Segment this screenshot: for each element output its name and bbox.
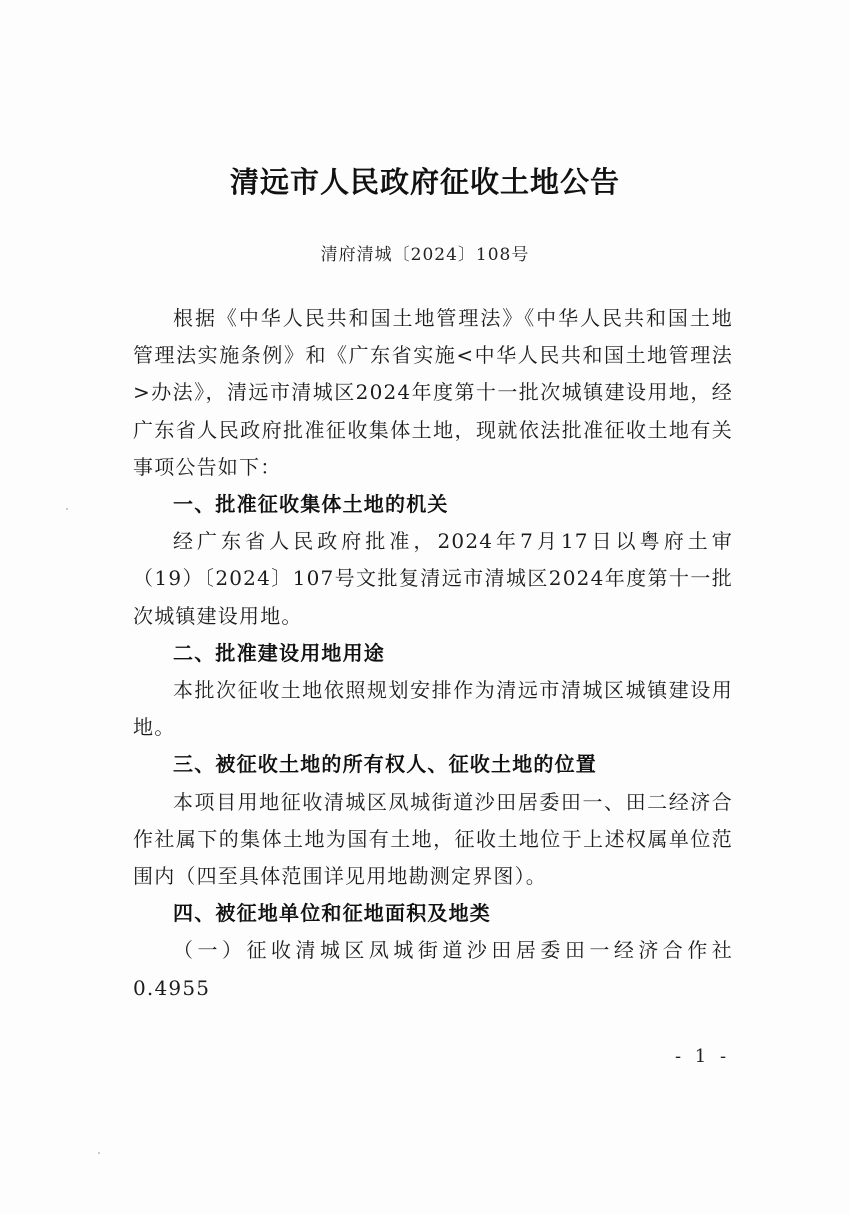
section-heading-3: 三、被征收土地的所有权人、征收土地的位置 <box>173 752 597 777</box>
section-text-3: 本项目用地征收清城区凤城街道沙田居委田一、田二经济合作社属下的集体土地为国有土地，征收土地位于上述权属单位范围内（四至具体范围详见用地勘测定界图）。 <box>133 789 733 889</box>
section-text-2: 本批次征收土地依照规划安排作为清远市清城区城镇建设用地。 <box>133 678 733 740</box>
page-number: - 1 - <box>675 1046 731 1067</box>
document-title: 清远市人民政府征收土地公告 <box>229 165 620 199</box>
section-text-1: 经广东省人民政府批准，2024年7月17日以粤府土审（19）〔2024〕107号文批复清远市清城区2024年度第十一批次城镇建设用地。 <box>133 529 733 628</box>
scan-speck <box>66 508 68 510</box>
intro-paragraph: 根据《中华人民共和国土地管理法》《中华人民共和国土地管理法实施条例》和《广东省实施<中华人民共和国土地管理法>办法》，清远市清城区2024年度第十一批次城镇建设用地，经广东省人民政府批准征收集体土地，现就依法批准征收土地有关事项公告如下： <box>133 306 733 479</box>
section-heading-2: 二、批准建设用地用途 <box>173 640 385 665</box>
section-text-4: （一）征收清城区凤城街道沙田居委田一经济合作社0.4955 <box>133 938 733 1000</box>
section-heading-4: 四、被征地单位和征地面积及地类 <box>173 901 491 926</box>
scan-speck <box>98 1152 100 1154</box>
document-body <box>133 300 733 1007</box>
section-heading-1: 一、批准征收集体土地的机关 <box>173 492 449 517</box>
document-number: 清府清城〔2024〕108号 <box>320 245 530 265</box>
